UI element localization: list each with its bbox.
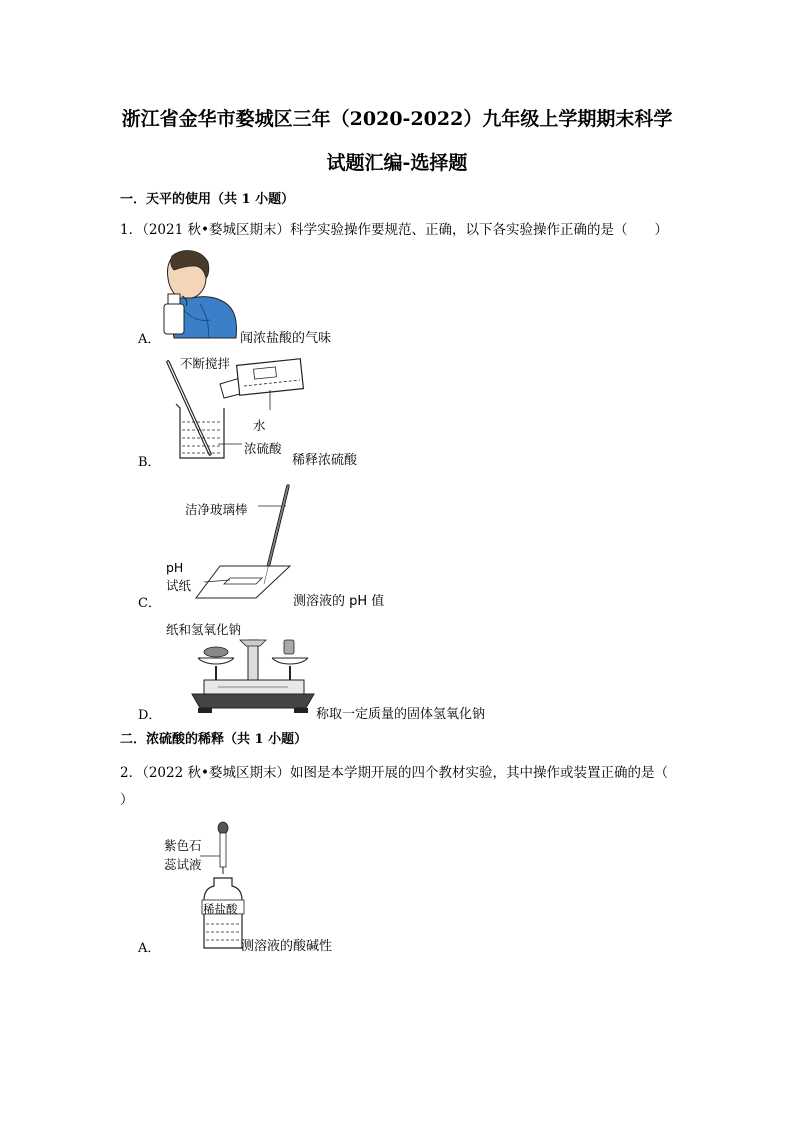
q2-option-a-caption: 测溶液的酸碱性 [241, 939, 333, 954]
balance-illustration [188, 636, 318, 714]
q1-option-a-letter: A． [138, 332, 161, 347]
q1-option-d-caption: 称取一定质量的固体氢氧化钠 [316, 707, 486, 722]
q2-option-a-letter: A． [138, 941, 161, 956]
smelling-illustration [160, 248, 240, 338]
litmus-test-illustration [198, 820, 248, 950]
q1-b-label-stirring: 不断搅拌 [180, 356, 231, 371]
doc-title-line2: 试题汇编-选择题 [326, 152, 468, 174]
q2-a-label-hcl: 稀盐酸 [203, 902, 238, 916]
q1-option-a-caption: 闻浓盐酸的气味 [240, 331, 332, 346]
section-heading-2: 二．浓硫酸的稀释（共 1 小题） [120, 732, 308, 747]
q1-option-b-letter: B． [138, 455, 161, 470]
q2-a-label-litmus-1: 紫色石 [164, 838, 202, 853]
q1-option-d-letter: D． [138, 708, 162, 723]
q1-option-c-letter: C． [138, 596, 161, 611]
q1-b-label-water: 水 [253, 418, 266, 433]
question-1-text: 1．（2021 秋•婺城区期末）科学实验操作要规范、正确，以下各实验操作正确的是（ ） [120, 222, 668, 238]
q1-d-label-paper-naoh: 纸和氢氧化钠 [166, 622, 242, 637]
question-2-text: 2．（2022 秋•婺城区期末）如图是本学期开展的四个教材实验，其中操作或装置正确的是（ [120, 765, 668, 781]
q1-c-label-paper: 试纸 [166, 578, 192, 593]
q1-b-label-acid: 浓硫酸 [244, 441, 282, 456]
question-2-text-cont: ） [120, 792, 134, 808]
q1-option-c-caption: 测溶液的 pH 值 [293, 594, 385, 609]
doc-title-line1: 浙江省金华市婺城区三年（2020-2022）九年级上学期期末科学 [121, 108, 673, 130]
q2-a-label-litmus-2: 蕊试液 [164, 857, 202, 872]
q1-option-b-caption: 稀释浓硫酸 [292, 453, 358, 468]
section-heading-1: 一．天平的使用（共 1 小题） [120, 192, 295, 207]
q1-c-label-ph: pH [166, 560, 184, 575]
q1-c-label-rod: 洁净玻璃棒 [185, 502, 248, 517]
